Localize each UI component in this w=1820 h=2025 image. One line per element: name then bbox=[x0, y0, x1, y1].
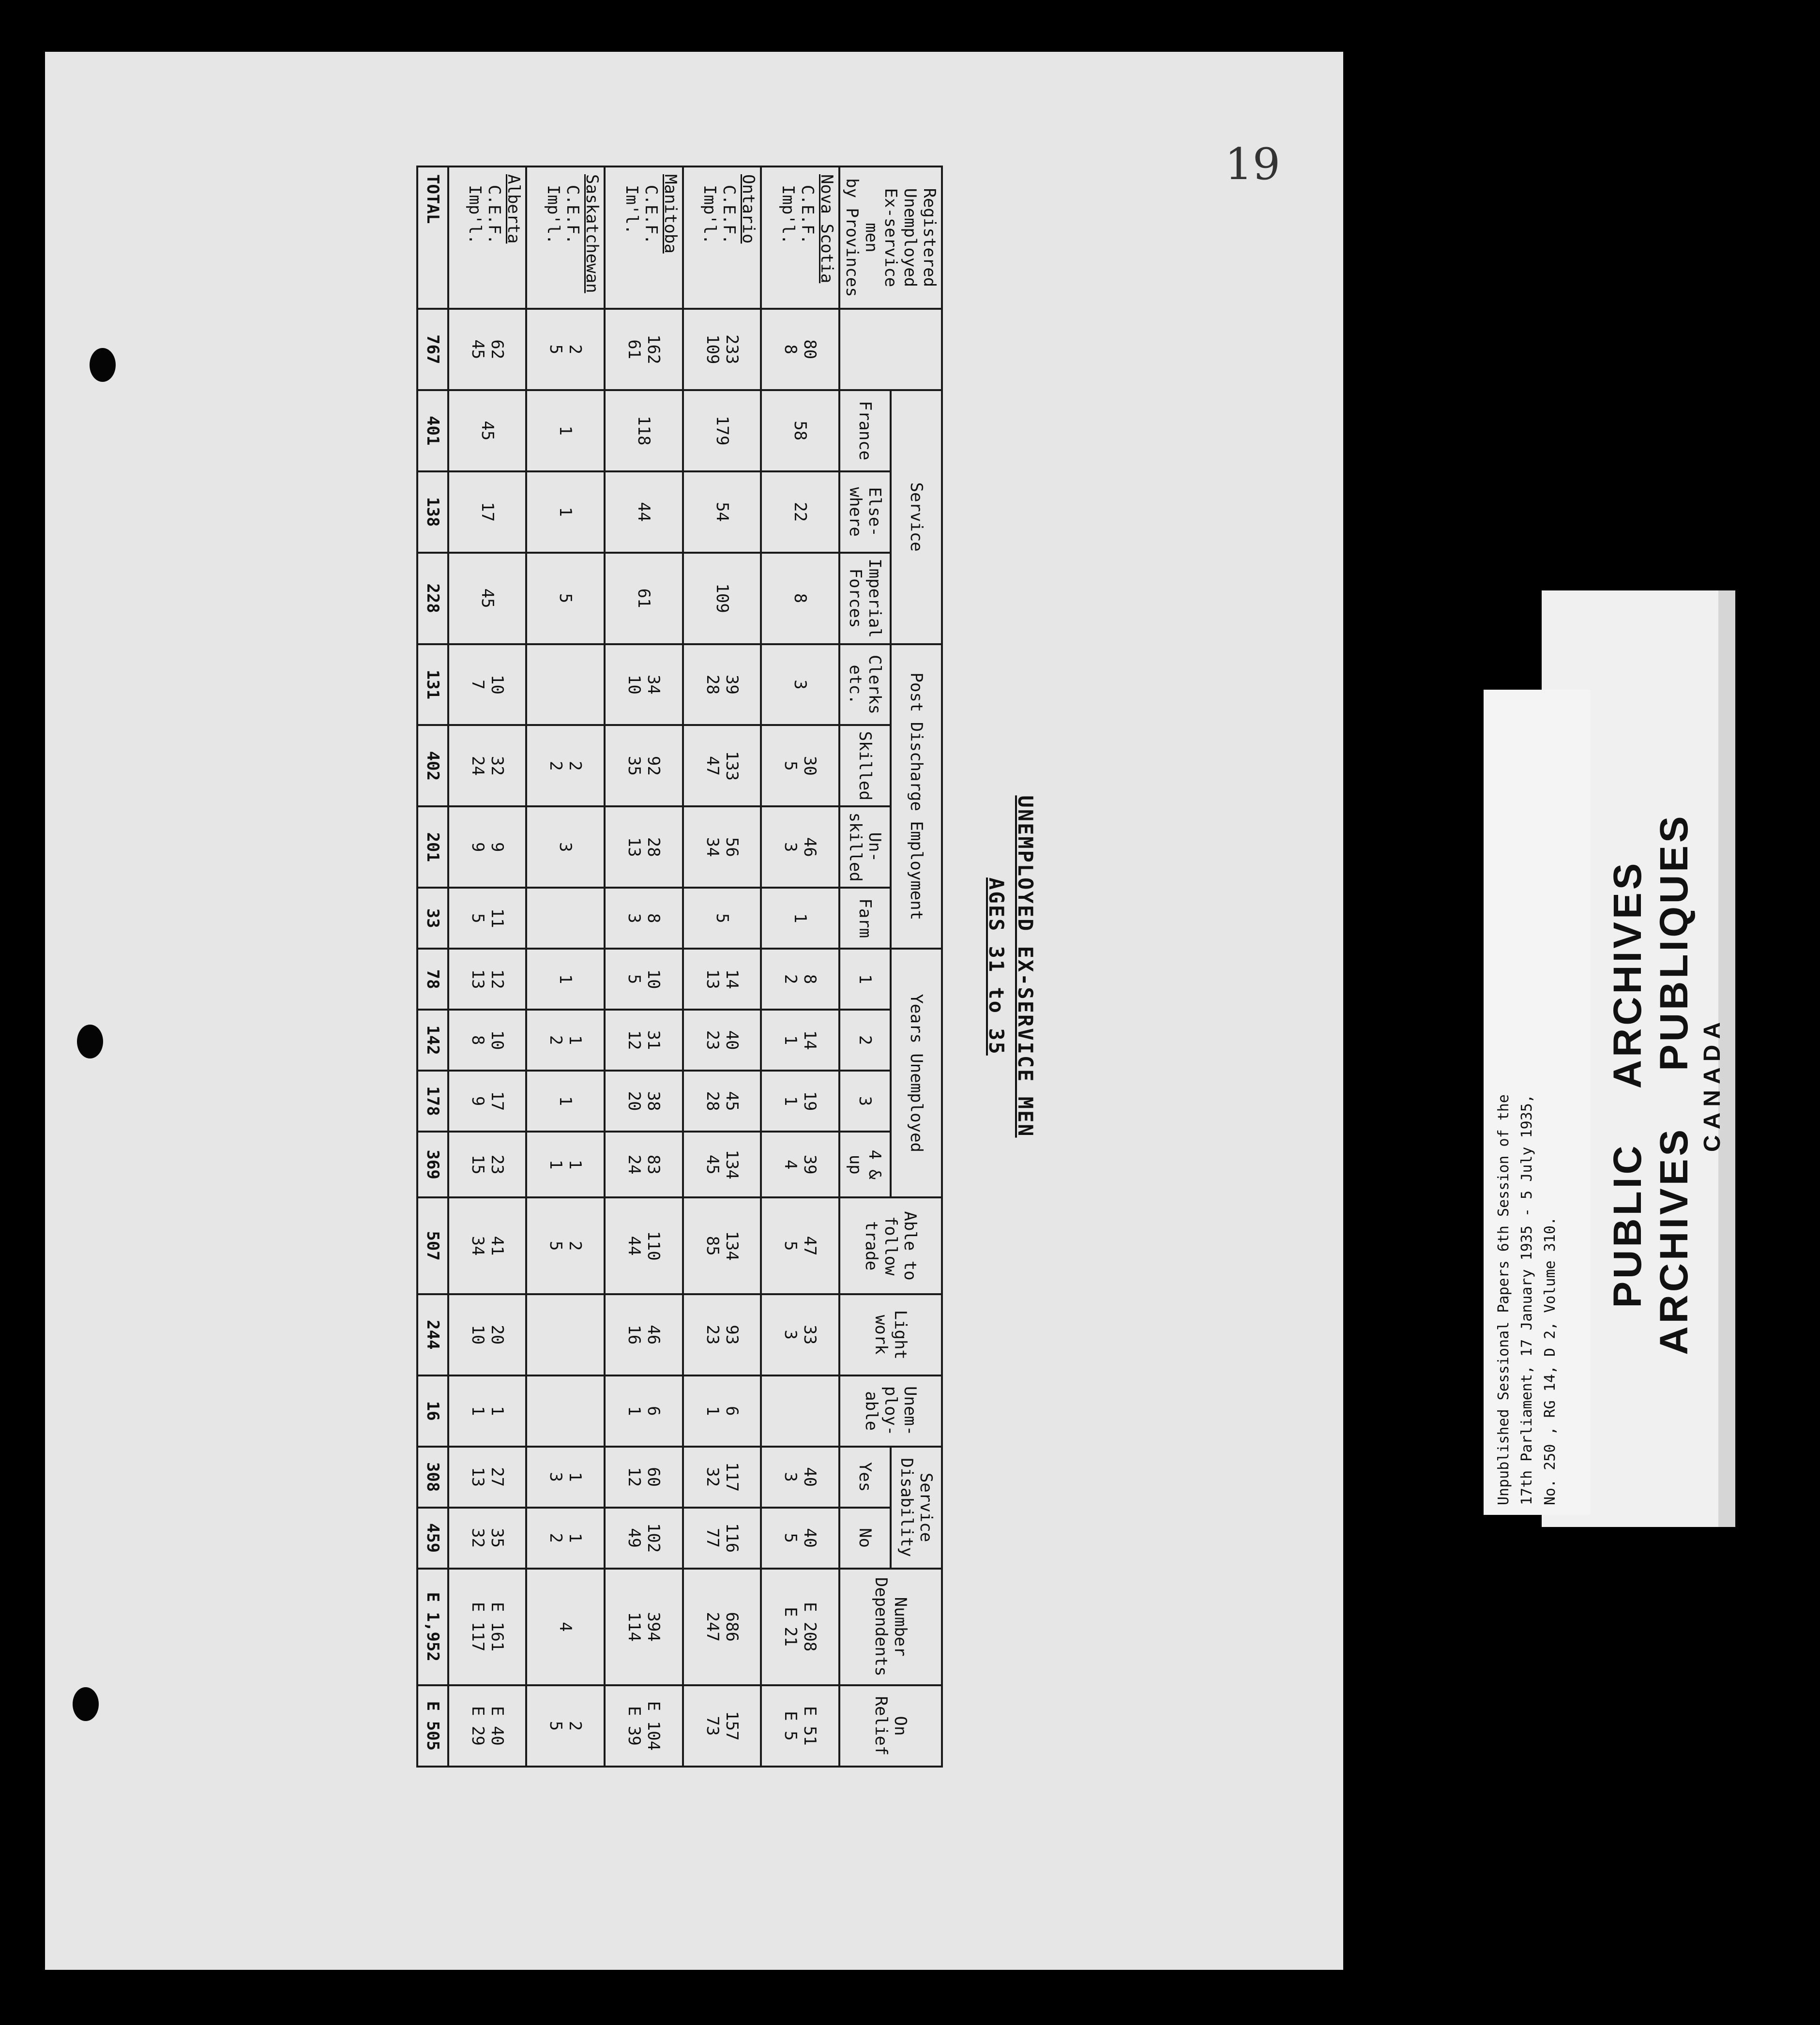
punch-hole-bottom bbox=[73, 1687, 99, 1721]
cell-france: 118 bbox=[605, 390, 683, 471]
cell-imperial: 61 bbox=[605, 553, 683, 644]
cell-disability-no: 1 2 bbox=[526, 1508, 605, 1569]
cell-year-3: 38 20 bbox=[605, 1071, 683, 1132]
cell-relief: E 40 E 29 bbox=[448, 1685, 527, 1767]
cell-disability-yes: 60 12 bbox=[605, 1447, 683, 1508]
cell-france: 179 bbox=[683, 390, 761, 471]
punch-hole-middle bbox=[77, 1025, 103, 1058]
total-clerks: 131 bbox=[417, 644, 448, 725]
province-sub: C.E.F. Imp'l. bbox=[778, 185, 817, 244]
cell-able: 2 5 bbox=[526, 1197, 605, 1294]
total-france: 401 bbox=[417, 390, 448, 471]
cell-elsewhere: 54 bbox=[683, 471, 761, 553]
cell-able: 41 34 bbox=[448, 1197, 527, 1294]
header-years-unemployed: Years Unemployed bbox=[891, 949, 942, 1197]
cell-year-4-up: 1 1 bbox=[526, 1132, 605, 1197]
cell-unemployable bbox=[761, 1375, 839, 1447]
cell-skilled: 2 2 bbox=[526, 725, 605, 806]
cell-disability-yes: 40 3 bbox=[761, 1447, 839, 1508]
cell-disability-yes: 27 13 bbox=[448, 1447, 527, 1508]
cell-registered: 2 5 bbox=[526, 309, 605, 390]
province-cell bbox=[448, 166, 527, 309]
cell-relief: 2 5 bbox=[526, 1685, 605, 1767]
total-skilled: 402 bbox=[417, 725, 448, 806]
cell-unskilled: 56 34 bbox=[683, 806, 761, 888]
cell-france: 1 bbox=[526, 390, 605, 471]
header-disability-no: No bbox=[839, 1508, 891, 1569]
province-sub: C.E.F. Imp'l. bbox=[544, 185, 583, 244]
cell-imperial: 5 bbox=[526, 553, 605, 644]
table-row bbox=[605, 166, 683, 1767]
cell-unskilled: 3 bbox=[526, 806, 605, 888]
cell-skilled: 92 35 bbox=[605, 725, 683, 806]
cell-clerks: 39 28 bbox=[683, 644, 761, 725]
table-row bbox=[683, 166, 761, 1767]
cell-year-2: 1 2 bbox=[526, 1010, 605, 1071]
total-farm: 33 bbox=[417, 888, 448, 949]
province-name: Nova Scotia bbox=[817, 174, 836, 284]
header-elsewhere: Else- where bbox=[839, 471, 891, 553]
cell-farm: 5 bbox=[683, 888, 761, 949]
cell-year-4-up: 134 45 bbox=[683, 1132, 761, 1197]
header-year-4-up: 4 & up bbox=[839, 1132, 891, 1197]
cell-unskilled: 28 13 bbox=[605, 806, 683, 888]
page-number: 19 bbox=[1225, 139, 1280, 190]
table-row bbox=[448, 166, 527, 1767]
cell-year-1: 12 13 bbox=[448, 949, 527, 1010]
province-cell bbox=[526, 166, 605, 309]
header-skilled: Skilled bbox=[839, 725, 891, 806]
province-name: Saskatchewan bbox=[582, 174, 602, 293]
total-disability-yes: 308 bbox=[417, 1447, 448, 1508]
header-post-discharge: Post Discharge Employment bbox=[891, 644, 942, 949]
cell-year-1: 14 13 bbox=[683, 949, 761, 1010]
cell-disability-no: 102 49 bbox=[605, 1508, 683, 1569]
cell-able: 110 44 bbox=[605, 1197, 683, 1294]
slip-line-2: 17th Parliament, 17 January 1935 - 5 July 1935, bbox=[1518, 1094, 1535, 1505]
total-relief: E 505 bbox=[417, 1685, 448, 1767]
cell-unskilled: 9 9 bbox=[448, 806, 527, 888]
header-farm: Farm bbox=[839, 888, 891, 949]
header-imperial-forces: Imperial Forces bbox=[839, 553, 891, 644]
card-line-3: CANADA bbox=[1699, 1016, 1725, 1152]
cell-registered: 80 8 bbox=[761, 309, 839, 390]
table-row bbox=[526, 166, 605, 1767]
total-year-2: 142 bbox=[417, 1010, 448, 1071]
cell-dependents: 686 247 bbox=[683, 1569, 761, 1685]
header-light-work: Light work bbox=[839, 1294, 942, 1375]
total-label: TOTAL bbox=[417, 166, 448, 309]
cell-relief: 157 73 bbox=[683, 1685, 761, 1767]
slip-line-3: No. 250 , RG 14, D 2, Volume 310. bbox=[1542, 1216, 1559, 1505]
cell-skilled: 30 5 bbox=[761, 725, 839, 806]
cell-unemployable: 6 1 bbox=[605, 1375, 683, 1447]
cell-year-1: 1 bbox=[526, 949, 605, 1010]
header-year-3: 3 bbox=[839, 1071, 891, 1132]
total-disability-no: 459 bbox=[417, 1508, 448, 1569]
header-provinces: Registered Unemployed Ex-service men by Provinces bbox=[839, 166, 942, 309]
slip-line-1: Unpublished Sessional Papers 6th Session of the bbox=[1495, 1094, 1512, 1505]
header-row-2 bbox=[839, 166, 891, 1767]
cell-disability-yes: 117 32 bbox=[683, 1447, 761, 1508]
total-able: 507 bbox=[417, 1197, 448, 1294]
cell-year-3: 17 9 bbox=[448, 1071, 527, 1132]
cell-year-2: 31 12 bbox=[605, 1010, 683, 1071]
total-year-3: 178 bbox=[417, 1071, 448, 1132]
cell-clerks: 10 7 bbox=[448, 644, 527, 725]
reference-slip bbox=[1484, 690, 1590, 1515]
header-year-1: 1 bbox=[839, 949, 891, 1010]
cell-able: 47 5 bbox=[761, 1197, 839, 1294]
total-elsewhere: 138 bbox=[417, 471, 448, 553]
cell-france: 58 bbox=[761, 390, 839, 471]
table-row bbox=[761, 166, 839, 1767]
total-light: 244 bbox=[417, 1294, 448, 1375]
cell-dependents: E 208 E 21 bbox=[761, 1569, 839, 1685]
total-registered: 767 bbox=[417, 309, 448, 390]
cell-skilled: 133 47 bbox=[683, 725, 761, 806]
cell-elsewhere: 44 bbox=[605, 471, 683, 553]
cell-light: 33 3 bbox=[761, 1294, 839, 1375]
total-imperial: 228 bbox=[417, 553, 448, 644]
title-block bbox=[948, 166, 1040, 1768]
province-name: Manitoba bbox=[660, 174, 680, 254]
cell-skilled: 32 24 bbox=[448, 725, 527, 806]
cell-year-4-up: 83 24 bbox=[605, 1132, 683, 1197]
total-dependents: E 1,952 bbox=[417, 1569, 448, 1685]
cell-dependents: E 161 E 117 bbox=[448, 1569, 527, 1685]
cell-light: 46 16 bbox=[605, 1294, 683, 1375]
cell-year-2: 40 23 bbox=[683, 1010, 761, 1071]
cell-elsewhere: 17 bbox=[448, 471, 527, 553]
header-row-1 bbox=[891, 166, 942, 1767]
cell-year-4-up: 39 4 bbox=[761, 1132, 839, 1197]
document-page bbox=[45, 52, 1343, 1970]
cell-disability-yes: 1 3 bbox=[526, 1447, 605, 1508]
cell-unemployable: 1 1 bbox=[448, 1375, 527, 1447]
header-year-2: 2 bbox=[839, 1010, 891, 1071]
province-sub: C.E.F. Im'l. bbox=[622, 185, 661, 244]
cell-year-2: 10 8 bbox=[448, 1010, 527, 1071]
cell-farm: 11 5 bbox=[448, 888, 527, 949]
cell-france: 45 bbox=[448, 390, 527, 471]
punch-hole-top bbox=[90, 348, 116, 382]
table-rotation bbox=[423, 166, 1040, 1768]
document-title: UNEMPLOYED EX-SERVICE MEN bbox=[1014, 795, 1037, 1138]
total-unskilled: 201 bbox=[417, 806, 448, 888]
cell-unskilled: 46 3 bbox=[761, 806, 839, 888]
archive-label-card bbox=[1495, 590, 1735, 1527]
total-unemployable: 16 bbox=[417, 1375, 448, 1447]
cell-able: 134 85 bbox=[683, 1197, 761, 1294]
province-sub: C.E.F. Imp'l. bbox=[465, 185, 504, 244]
header-clerks: Clerks etc. bbox=[839, 644, 891, 725]
cell-farm: 1 bbox=[761, 888, 839, 949]
cell-year-3: 45 28 bbox=[683, 1071, 761, 1132]
cell-imperial: 8 bbox=[761, 553, 839, 644]
cell-relief: E 51 E 5 bbox=[761, 1685, 839, 1767]
province-cell bbox=[761, 166, 839, 309]
header-service: Service bbox=[891, 390, 942, 644]
cell-disability-no: 116 77 bbox=[683, 1508, 761, 1569]
cell-registered: 162 61 bbox=[605, 309, 683, 390]
cell-year-3: 19 1 bbox=[761, 1071, 839, 1132]
cell-unemployable bbox=[526, 1375, 605, 1447]
cell-disability-no: 40 5 bbox=[761, 1508, 839, 1569]
province-name: Ontario bbox=[739, 174, 758, 244]
cell-dependents: 4 bbox=[526, 1569, 605, 1685]
cell-light: 20 10 bbox=[448, 1294, 527, 1375]
cell-relief: E 104 E 39 bbox=[605, 1685, 683, 1767]
header-able-to-follow-trade: Able to follow trade bbox=[839, 1197, 942, 1294]
rotated-table-area bbox=[423, 166, 1040, 1768]
header-unskilled: Un- skilled bbox=[839, 806, 891, 888]
document-subtitle: AGES 31 to 35 bbox=[985, 877, 1008, 1056]
cell-farm: 8 3 bbox=[605, 888, 683, 949]
cell-year-2: 14 1 bbox=[761, 1010, 839, 1071]
cell-clerks: 34 10 bbox=[605, 644, 683, 725]
reference-slip-text bbox=[1484, 690, 1590, 1515]
card-line-1: PUBLIC ARCHIVES bbox=[1606, 860, 1650, 1308]
total-row bbox=[417, 166, 448, 1767]
province-sub: C.E.F. Imp'l. bbox=[700, 185, 739, 244]
province-name: Alberta bbox=[504, 174, 524, 244]
province-cell bbox=[605, 166, 683, 309]
cell-dependents: 394 114 bbox=[605, 1569, 683, 1685]
province-cell bbox=[683, 166, 761, 309]
cell-light bbox=[526, 1294, 605, 1375]
cell-year-1: 10 5 bbox=[605, 949, 683, 1010]
cell-registered: 233 109 bbox=[683, 309, 761, 390]
header-on-relief: On Relief bbox=[839, 1685, 942, 1767]
archive-card-text bbox=[1605, 649, 1750, 1520]
cell-year-4-up: 23 15 bbox=[448, 1132, 527, 1197]
cell-year-1: 8 2 bbox=[761, 949, 839, 1010]
cell-elsewhere: 1 bbox=[526, 471, 605, 553]
total-year-1: 78 bbox=[417, 949, 448, 1010]
cell-farm bbox=[526, 888, 605, 949]
cell-light: 93 23 bbox=[683, 1294, 761, 1375]
card-line-2: ARCHIVES PUBLIQUES bbox=[1652, 813, 1696, 1355]
cell-elsewhere: 22 bbox=[761, 471, 839, 553]
header-disability-yes: Yes bbox=[839, 1447, 891, 1508]
header-number-dependents: Number Dependents bbox=[839, 1569, 942, 1685]
cell-clerks bbox=[526, 644, 605, 725]
header-unemployable: Unem- ploy- able bbox=[839, 1375, 942, 1447]
cell-disability-no: 35 32 bbox=[448, 1508, 527, 1569]
cell-year-3: 1 bbox=[526, 1071, 605, 1132]
cell-clerks: 3 bbox=[761, 644, 839, 725]
cell-imperial: 109 bbox=[683, 553, 761, 644]
total-year-4-up: 369 bbox=[417, 1132, 448, 1197]
cell-imperial: 45 bbox=[448, 553, 527, 644]
header-registered-count bbox=[839, 309, 942, 390]
header-france: France bbox=[839, 390, 891, 471]
header-service-disability: Service Disability bbox=[891, 1447, 942, 1569]
statistics-table bbox=[416, 166, 943, 1768]
cell-unemployable: 6 1 bbox=[683, 1375, 761, 1447]
cell-registered: 62 45 bbox=[448, 309, 527, 390]
